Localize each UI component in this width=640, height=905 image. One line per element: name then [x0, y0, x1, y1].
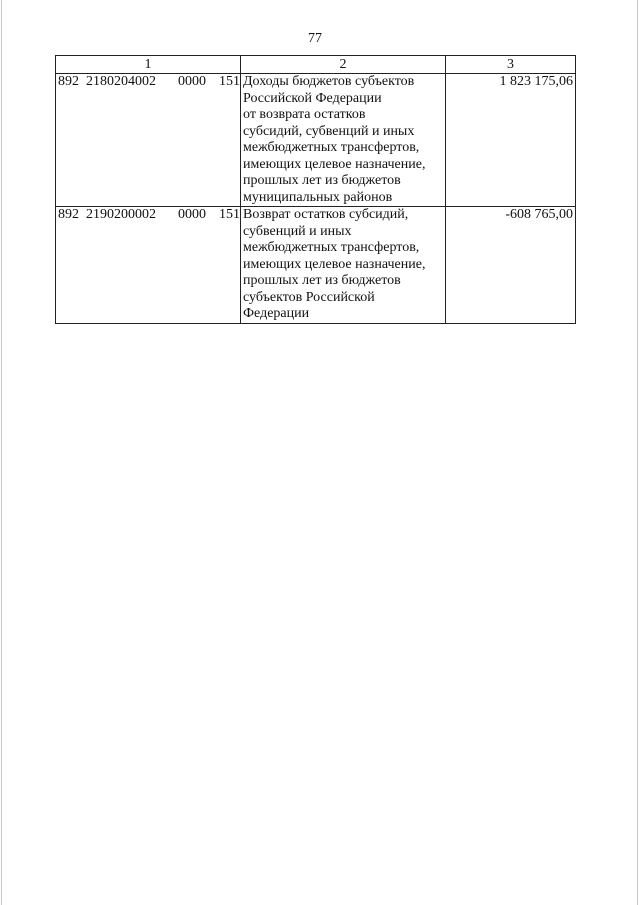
- description-line: прошлых лет из бюджетов: [243, 273, 401, 288]
- scan-edge-left: [1, 0, 2, 905]
- column-header-description: 2: [241, 56, 446, 74]
- description-line: имеющих целевое назначение,: [243, 256, 426, 272]
- classification-code: [56, 207, 241, 324]
- table-header-row: [56, 56, 576, 74]
- description-line: межбюджетных трансфертов,: [243, 240, 420, 255]
- column-header-amount: 3: [446, 56, 576, 74]
- table-row: [56, 74, 576, 207]
- table-row: [56, 207, 576, 324]
- description-line: Российской Федерации: [243, 90, 382, 106]
- income-description: [241, 207, 446, 324]
- code-type: 2180204002: [86, 74, 156, 89]
- description-line: от возврата остатков: [243, 107, 366, 122]
- code-admin: 892: [58, 207, 79, 222]
- column-header-code: 1: [56, 56, 241, 74]
- description-line: прошлых лет из бюджетов: [243, 173, 401, 188]
- description-line: Доходы бюджетов субъектов: [243, 74, 415, 89]
- code-admin: 892: [58, 74, 79, 89]
- amount-value: 1 823 175,06: [446, 74, 576, 207]
- code-program: 0000: [178, 74, 206, 89]
- code-program: 0000: [178, 207, 206, 222]
- budget-table: [55, 55, 576, 324]
- description-line: субвенций и иных: [243, 223, 352, 239]
- code-type: 2190200002: [86, 207, 156, 222]
- description-line: субсидий, субвенций и иных: [243, 123, 415, 139]
- description-line: муниципальных районов: [243, 189, 393, 205]
- code-economic: 151: [219, 207, 240, 222]
- scan-edge-right: [637, 0, 638, 905]
- code-economic: 151: [219, 74, 240, 89]
- description-line: Возврат остатков субсидий,: [243, 207, 409, 222]
- description-line: Федерации: [243, 306, 310, 321]
- amount-value: -608 765,00: [446, 207, 576, 324]
- classification-code: [56, 74, 241, 207]
- income-description: [241, 74, 446, 207]
- description-line: имеющих целевое назначение,: [243, 156, 426, 172]
- page-number: 77: [308, 31, 322, 46]
- description-line: субъектов Российской: [243, 289, 375, 305]
- description-line: межбюджетных трансфертов,: [243, 140, 420, 155]
